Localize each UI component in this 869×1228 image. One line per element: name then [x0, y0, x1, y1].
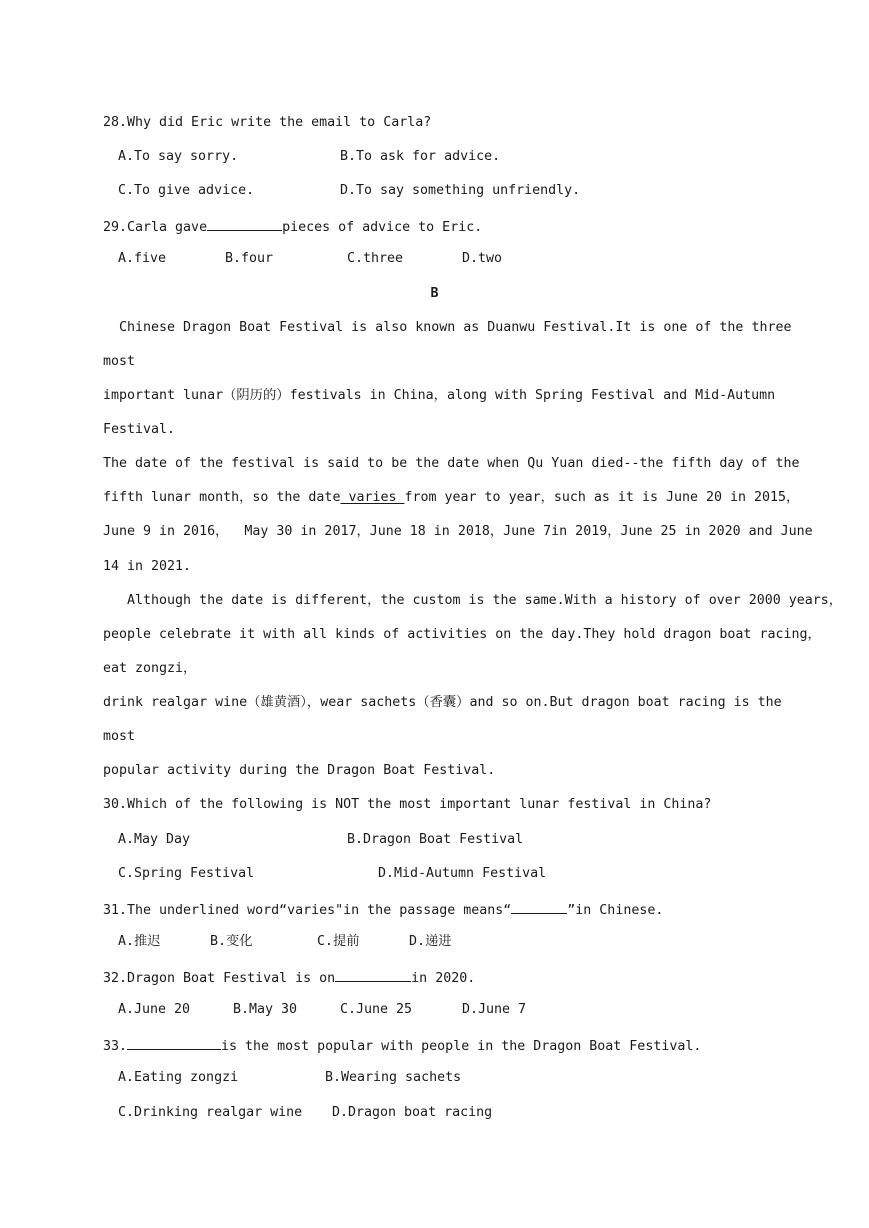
passage-text: important lunar（阴历的）festivals in China，along with Spring Festival and Mid-Autumn — [103, 388, 776, 403]
section-heading: B — [430, 286, 439, 301]
question-32 — [103, 969, 475, 985]
q32-option-b: B.May 30 — [233, 1002, 298, 1017]
q33-option-a: A.Eating zongzi — [118, 1070, 239, 1085]
q30-option-a: A.May Day — [118, 832, 191, 847]
passage-line: most — [103, 354, 136, 369]
q28-option-b: B.To ask for advice. — [340, 149, 501, 164]
q29-option-d: D.two — [462, 251, 503, 266]
q33-text-after: is the most popular with people in the Dragon Boat Festival. — [221, 1039, 702, 1054]
passage-line — [103, 627, 821, 642]
question-30: 30.Which of the following is NOT the most important lunar festival in China? — [103, 797, 712, 812]
q29-option-b: B.four — [225, 251, 274, 266]
passage-text: The date of the festival is said to be the date when Qu Yuan died--the fifth day of the — [103, 456, 800, 471]
question-29 — [103, 218, 482, 234]
q33-text-before: 33. — [103, 1039, 128, 1054]
underlined-word: varies — [340, 490, 405, 505]
passage-text: Chinese Dragon Boat Festival is also known as Duanwu Festival.It is one of the three — [103, 320, 792, 335]
q31-option-d: D.递进 — [409, 934, 452, 949]
passage-text: from year to year，such as it is June 20 in 2015， — [404, 490, 800, 505]
passage-line — [103, 490, 800, 505]
q29-option-c: C.three — [347, 251, 404, 266]
q31-option-c: C.提前 — [317, 934, 360, 949]
answer-blank — [127, 1037, 221, 1050]
q32-option-c: C.June 25 — [340, 1002, 413, 1017]
passage-line — [103, 320, 792, 335]
passage-line — [103, 388, 776, 403]
question-33 — [103, 1037, 701, 1053]
passage-line: 14 in 2021. — [103, 559, 192, 574]
answer-blank — [335, 969, 411, 982]
answer-blank — [207, 218, 282, 231]
passage-text: June 9 in 2016， May 30 in 2017，June 18 in 2018，June 7in 2019，June 25 in 2020 and June — [103, 524, 813, 539]
q32-option-d: D.June 7 — [462, 1002, 527, 1017]
passage-text: drink realgar wine（雄黄酒），wear sachets（香囊）and so on.But dragon boat racing is the — [103, 695, 782, 710]
q28-option-c: C.To give advice. — [118, 183, 255, 198]
q31-text-before: 31.The underlined word“varies"in the passage means“ — [103, 903, 512, 918]
q29-option-a: A.five — [118, 251, 167, 266]
q29-text-before: 29.Carla gave — [103, 220, 208, 235]
passage-line — [103, 524, 813, 539]
passage-line: eat zongzi， — [103, 661, 197, 676]
passage-line: Festival. — [103, 422, 176, 437]
q28-option-a: A.To say sorry. — [118, 149, 239, 164]
passage-line: most — [103, 729, 136, 744]
q30-option-d: D.Mid-Autumn Festival — [378, 866, 547, 881]
q33-option-d: D.Dragon boat racing — [332, 1105, 493, 1120]
q32-text-before: 32.Dragon Boat Festival is on — [103, 971, 336, 986]
q30-option-b: B.Dragon Boat Festival — [347, 832, 524, 847]
passage-text: Although the date is different，the custom is the same.With a history of over 2000 years， — [103, 593, 843, 608]
q28-option-d: D.To say something unfriendly. — [340, 183, 581, 198]
passage-text: people celebrate it with all kinds of activities on the day.They hold dragon boat racing， — [103, 627, 821, 642]
question-31 — [103, 901, 663, 917]
passage-text: fifth lunar month，so the date — [103, 490, 341, 505]
q31-option-b: B.变化 — [210, 934, 253, 949]
passage-line: popular activity during the Dragon Boat Festival. — [103, 763, 496, 778]
answer-blank — [511, 901, 567, 914]
passage-line — [103, 593, 843, 608]
passage-line — [103, 456, 800, 471]
q32-text-after: in 2020. — [411, 971, 476, 986]
passage-line — [103, 695, 782, 710]
q33-option-b: B.Wearing sachets — [325, 1070, 462, 1085]
q30-option-c: C.Spring Festival — [118, 866, 255, 881]
q29-text-after: pieces of advice to Eric. — [282, 220, 483, 235]
q32-option-a: A.June 20 — [118, 1002, 191, 1017]
question-28: 28.Why did Eric write the email to Carla? — [103, 115, 432, 130]
q33-option-c: C.Drinking realgar wine — [118, 1105, 303, 1120]
q31-option-a: A.推迟 — [118, 934, 161, 949]
q31-text-after: ”in Chinese. — [567, 903, 664, 918]
